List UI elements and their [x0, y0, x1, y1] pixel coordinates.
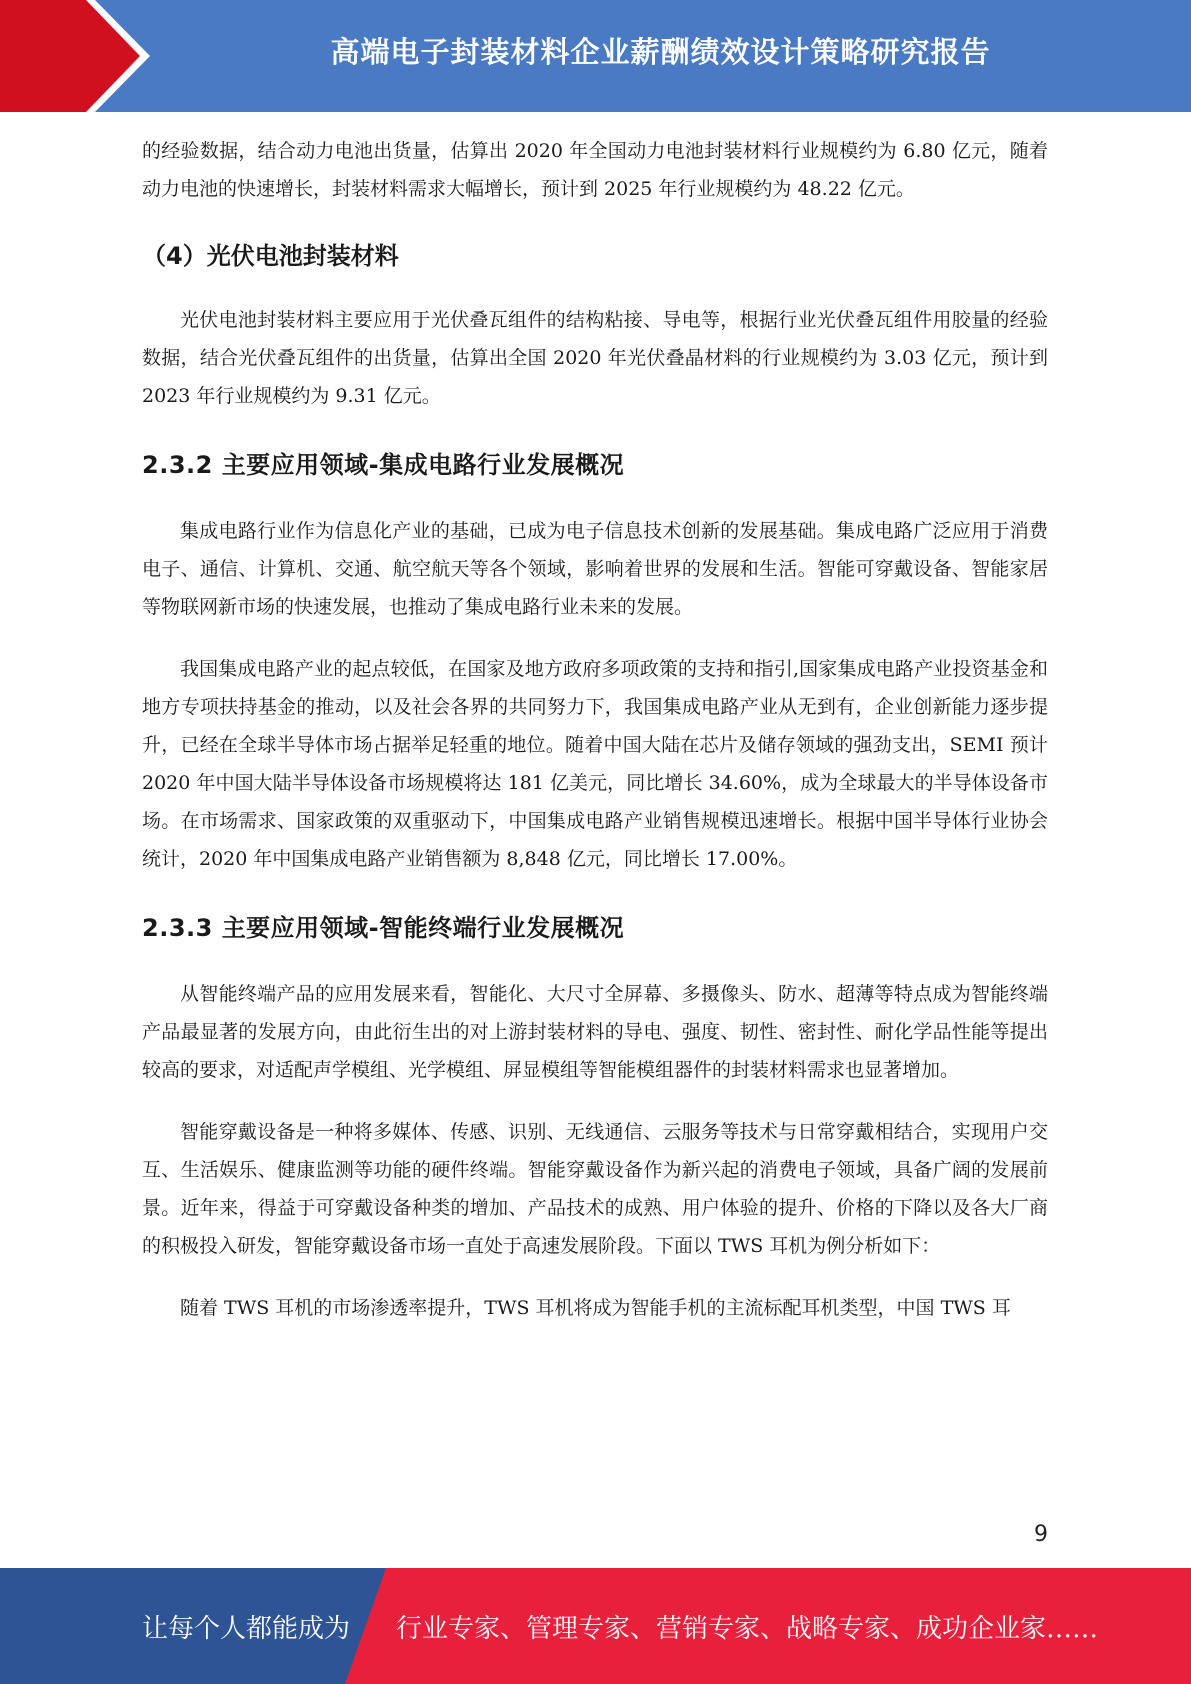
paragraph-ic-intro: 集成电路行业作为信息化产业的基础，已成为电子信息技术创新的发展基础。集成电路广泛应用于消费电子、通信、计算机、交通、航空航天等各个领域，影响着世界的发展和生活。智能可穿戴设备、智能家居等物联网新市场的快速发展，也推动了集成电路行业未来的发展。: [142, 520, 1048, 618]
heading-ic-industry: 2.3.2 主要应用领域-集成电路行业发展概况: [142, 451, 625, 479]
page-number: 9: [1034, 1522, 1048, 1547]
heading-pv-materials: （4）光伏电池封装材料: [142, 242, 399, 270]
paragraph-tws: 随着 TWS 耳机的市场渗透率提升，TWS 耳机将成为智能手机的主流标配耳机类型，中国 TWS 耳: [180, 1297, 1011, 1319]
heading-smart-terminal: 2.3.3 主要应用领域-智能终端行业发展概况: [142, 914, 625, 942]
paragraph-smart-terminal-trends: 从智能终端产品的应用发展来看，智能化、大尺寸全屏幕、多摄像头、防水、超薄等特点成为智能终端产品最显著的发展方向，由此衍生出的对上游封装材料的导电、强度、韧性、密封性、耐化学品性能等提出较高的要求，对适配声学模组、光学模组、屏显模组等智能模组器件的封装材料需求也显著增加。: [142, 983, 1048, 1081]
paragraph-ic-development: 我国集成电路产业的起点较低，在国家及地方政府多项政策的支持和指引,国家集成电路产业投资基金和地方专项扶持基金的推动，以及社会各界的共同努力下，我国集成电路产业从无到有，企业创新能力逐步提升，已经在全球半导体市场占据举足轻重的地位。随着中国大陆在芯片及储存领域的强劲支出，SEMI 预计 2020 年中国大陆半导体设备市场规模将达 181 亿美元，同比增长 34.60%，成为全球最大的半导体设备市场。在市场需求、国家政策的双重驱动下，中国集成电路产业销售规模迅速增长。根据中国半导体行业协会统计，2020 年中国集成电路产业销售额为 8,848 亿元，同比增长 17.00%。: [142, 658, 1048, 870]
report-title: 高端电子封装材料企业薪酬绩效设计策略研究报告: [330, 34, 991, 69]
page-footer: [0, 1568, 1191, 1684]
page-content: [142, 132, 1048, 1327]
footer-slogan-left: 让每个人都能成为: [142, 1613, 351, 1644]
paragraph-battery-market: 的经验数据，结合动力电池出货量，估算出 2020 年全国动力电池封装材料行业规模约为 6.80 亿元，随着动力电池的快速增长，封装材料需求大幅增长，预计到 2025 年行业规模约为 48.22 亿元。: [142, 140, 1048, 200]
header-arrow-decoration: [0, 0, 150, 112]
paragraph-pv-materials: 光伏电池封装材料主要应用于光伏叠瓦组件的结构粘接、导电等，根据行业光伏叠瓦组件用胶量的经验数据，结合光伏叠瓦组件的出货量，估算出全国 2020 年光伏叠晶材料的行业规模约为 3.03 亿元，预计到 2023 年行业规模约为 9.31 亿元。: [142, 309, 1048, 407]
footer-slogan-right: 行业专家、管理专家、营销专家、战略专家、成功企业家……: [396, 1613, 1099, 1644]
page-header: [0, 0, 1191, 112]
paragraph-wearables: 智能穿戴设备是一种将多媒体、传感、识别、无线通信、云服务等技术与日常穿戴相结合，实现用户交互、生活娱乐、健康监测等功能的硬件终端。智能穿戴设备作为新兴起的消费电子领域，具备广阔的发展前景。近年来，得益于可穿戴设备种类的增加、产品技术的成熟、用户体验的提升、价格的下降以及各大厂商的积极投入研发，智能穿戴设备市场一直处于高速发展阶段。下面以 TWS 耳机为例分析如下：: [142, 1121, 1048, 1257]
